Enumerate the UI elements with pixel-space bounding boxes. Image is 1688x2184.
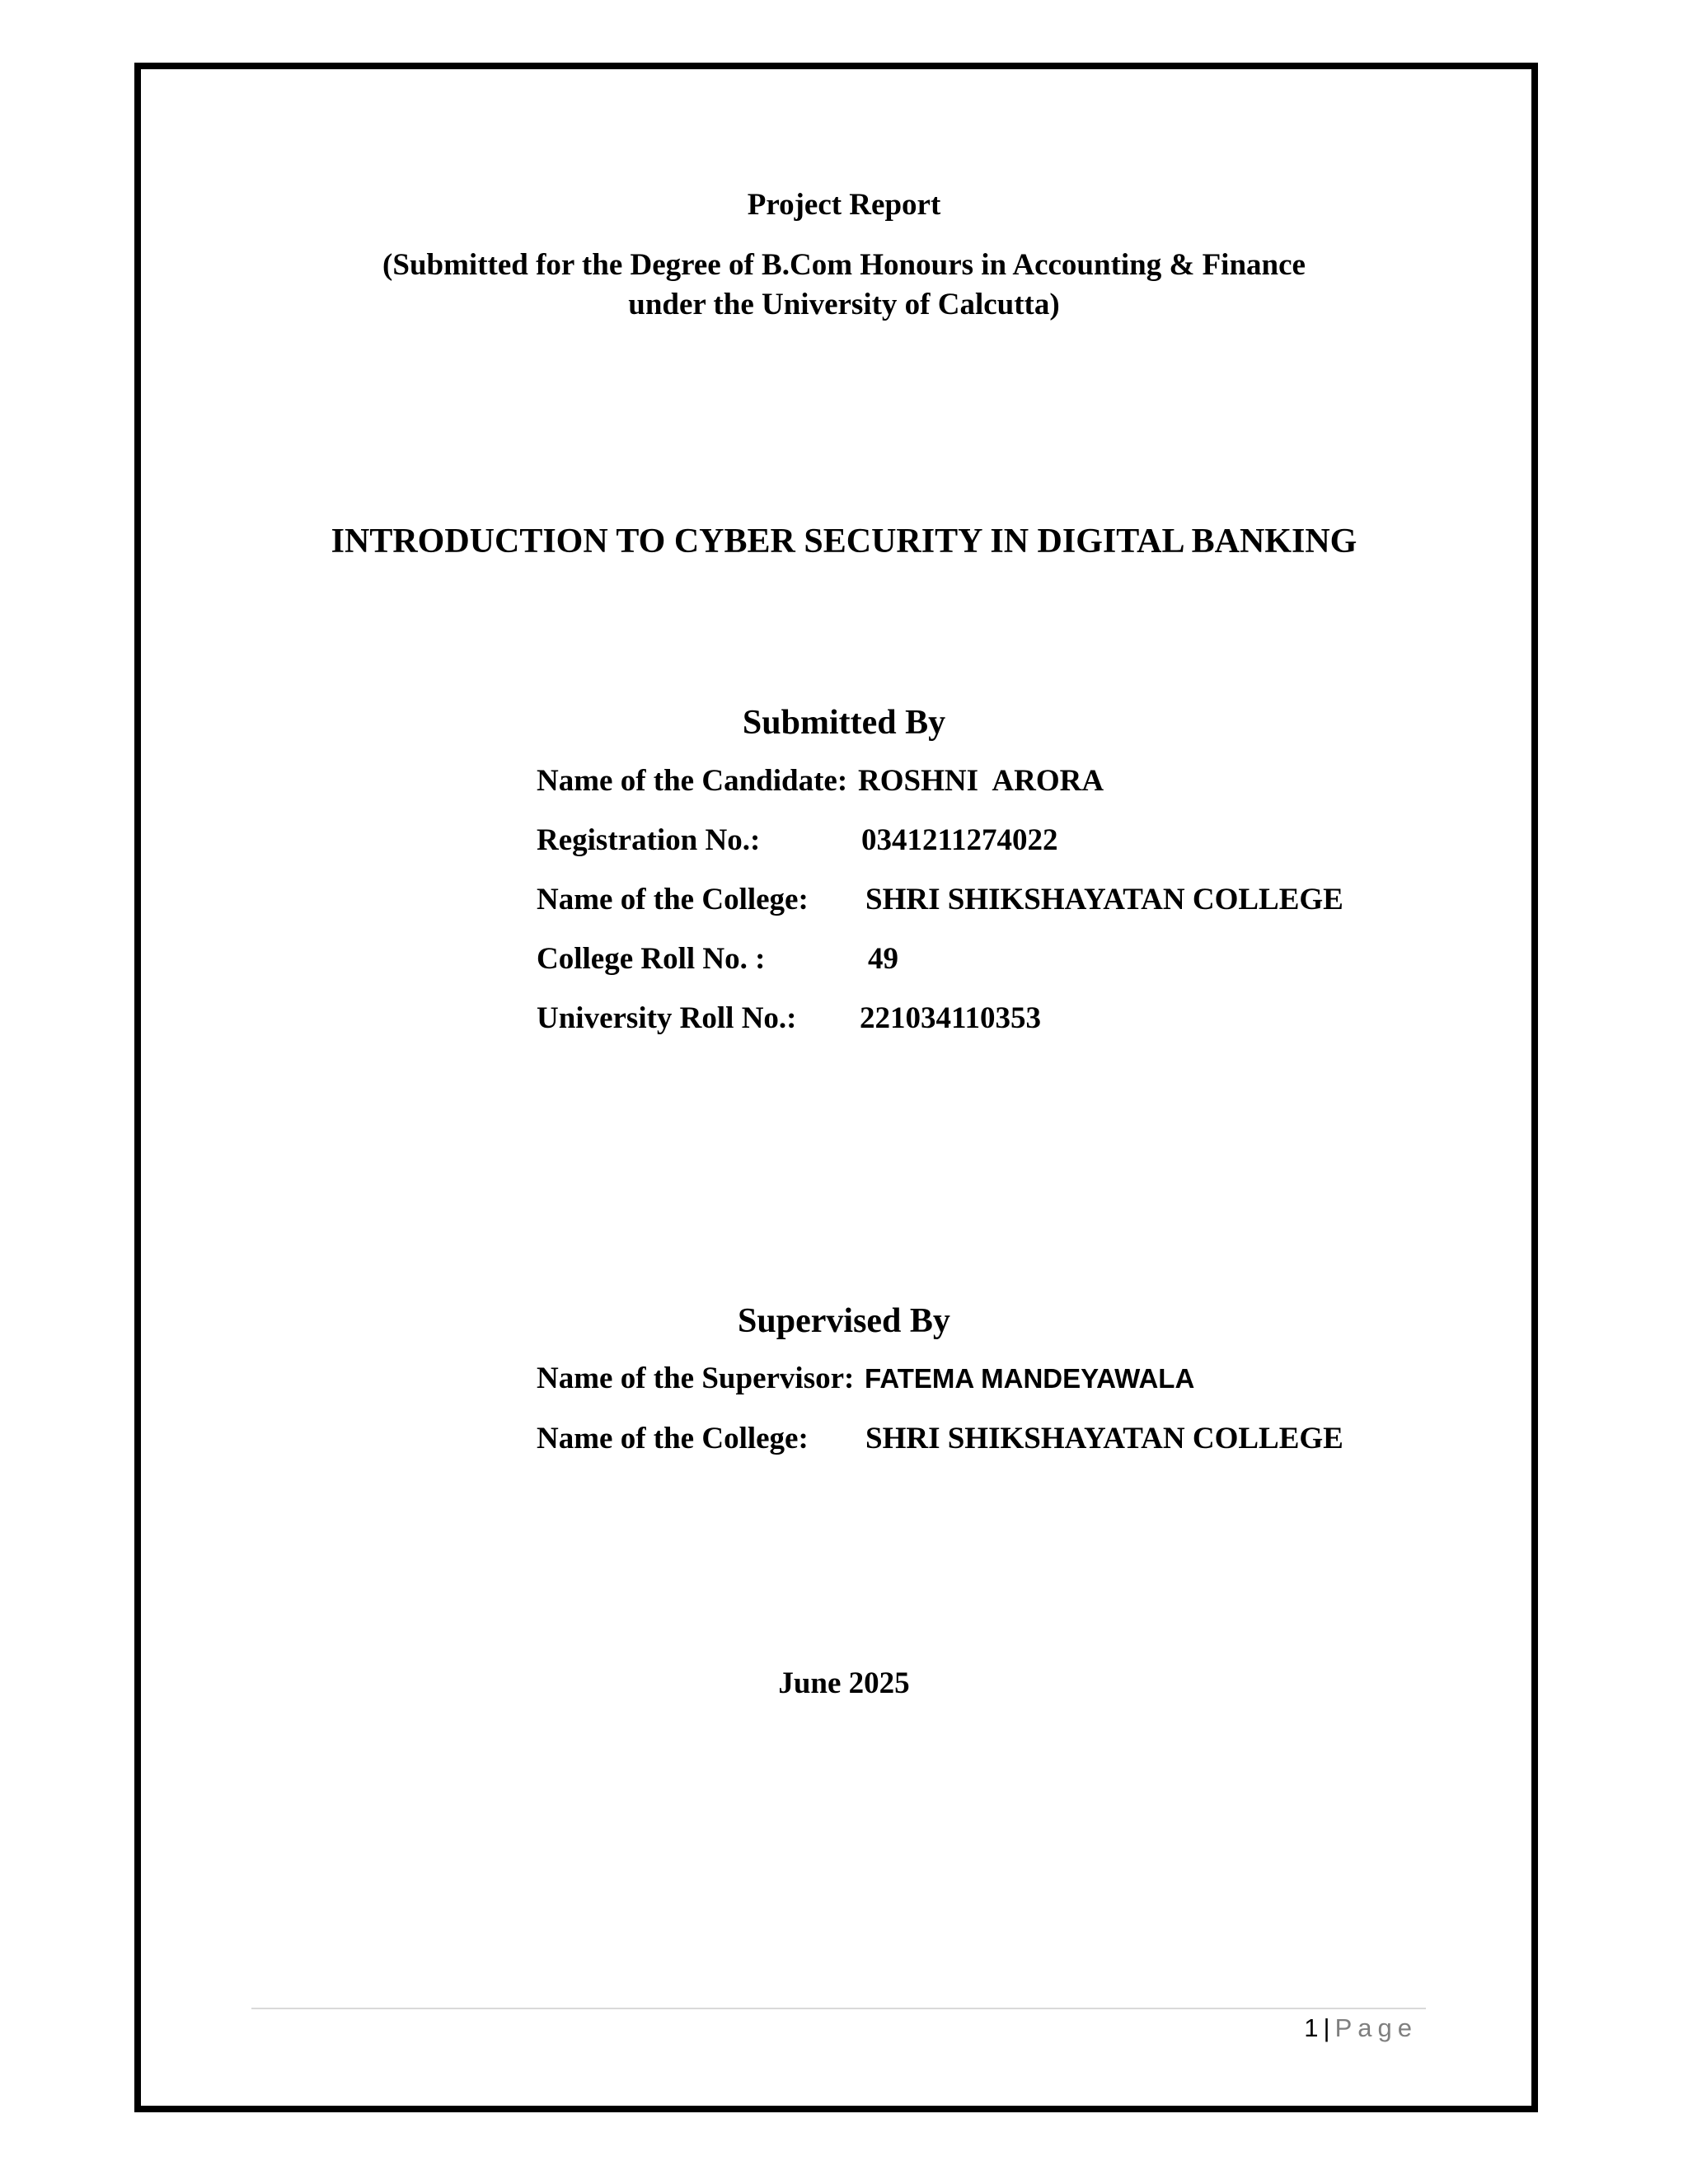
- candidate-college-label: Name of the College:: [537, 883, 809, 916]
- submitted-by-heading: Submitted By: [742, 704, 946, 742]
- candidate-college-value: SHRI SHIKSHAYATAN COLLEGE: [865, 883, 1343, 916]
- report-label: Project Report: [747, 188, 941, 222]
- submission-statement-line-2: under the University of Calcutta): [628, 288, 1060, 321]
- supervisor-name-row: [537, 1361, 1195, 1396]
- page-footer: [1286, 2013, 1418, 2043]
- supervisor-name-value: FATEMA MANDEYAWALA: [865, 1363, 1195, 1394]
- supervisor-college-row: [537, 1421, 1343, 1456]
- page-separator: |: [1323, 2013, 1330, 2042]
- registration-number-label: Registration No.:: [537, 823, 761, 857]
- supervisor-name-label: Name of the Supervisor:: [537, 1361, 855, 1395]
- university-roll-label: University Roll No.:: [537, 1001, 797, 1035]
- submission-statement-line-1: (Submitted for the Degree of B.Com Honours in Accounting & Finance: [382, 248, 1306, 282]
- supervisor-college-label: Name of the College:: [537, 1422, 809, 1455]
- project-title: INTRODUCTION TO CYBER SECURITY IN DIGITAL BANKING: [331, 523, 1357, 560]
- page-word: Page: [1334, 2013, 1418, 2042]
- university-roll-value: 221034110353: [860, 1001, 1041, 1035]
- registration-number-value: 0341211274022: [861, 823, 1058, 857]
- supervisor-college-value: SHRI SHIKSHAYATAN COLLEGE: [865, 1422, 1343, 1455]
- candidate-name-label: Name of the Candidate:: [537, 764, 848, 798]
- supervised-by-heading: Supervised By: [738, 1302, 950, 1340]
- page-number: 1: [1304, 2013, 1319, 2042]
- candidate-name-row: [537, 763, 1104, 799]
- submission-date: June 2025: [778, 1666, 910, 1700]
- college-roll-label: College Roll No. :: [537, 942, 766, 976]
- college-roll-value: 49: [868, 942, 898, 976]
- registration-number-row: [537, 823, 1058, 858]
- university-roll-row: [537, 1001, 1041, 1036]
- candidate-college-row: [537, 882, 1343, 917]
- submission-statement: [0, 246, 1688, 325]
- college-roll-row: [537, 941, 898, 977]
- candidate-name-value: ROSHNI ARORA: [858, 764, 1104, 798]
- footer-divider: [251, 2008, 1426, 2009]
- page-border: [134, 63, 1538, 2112]
